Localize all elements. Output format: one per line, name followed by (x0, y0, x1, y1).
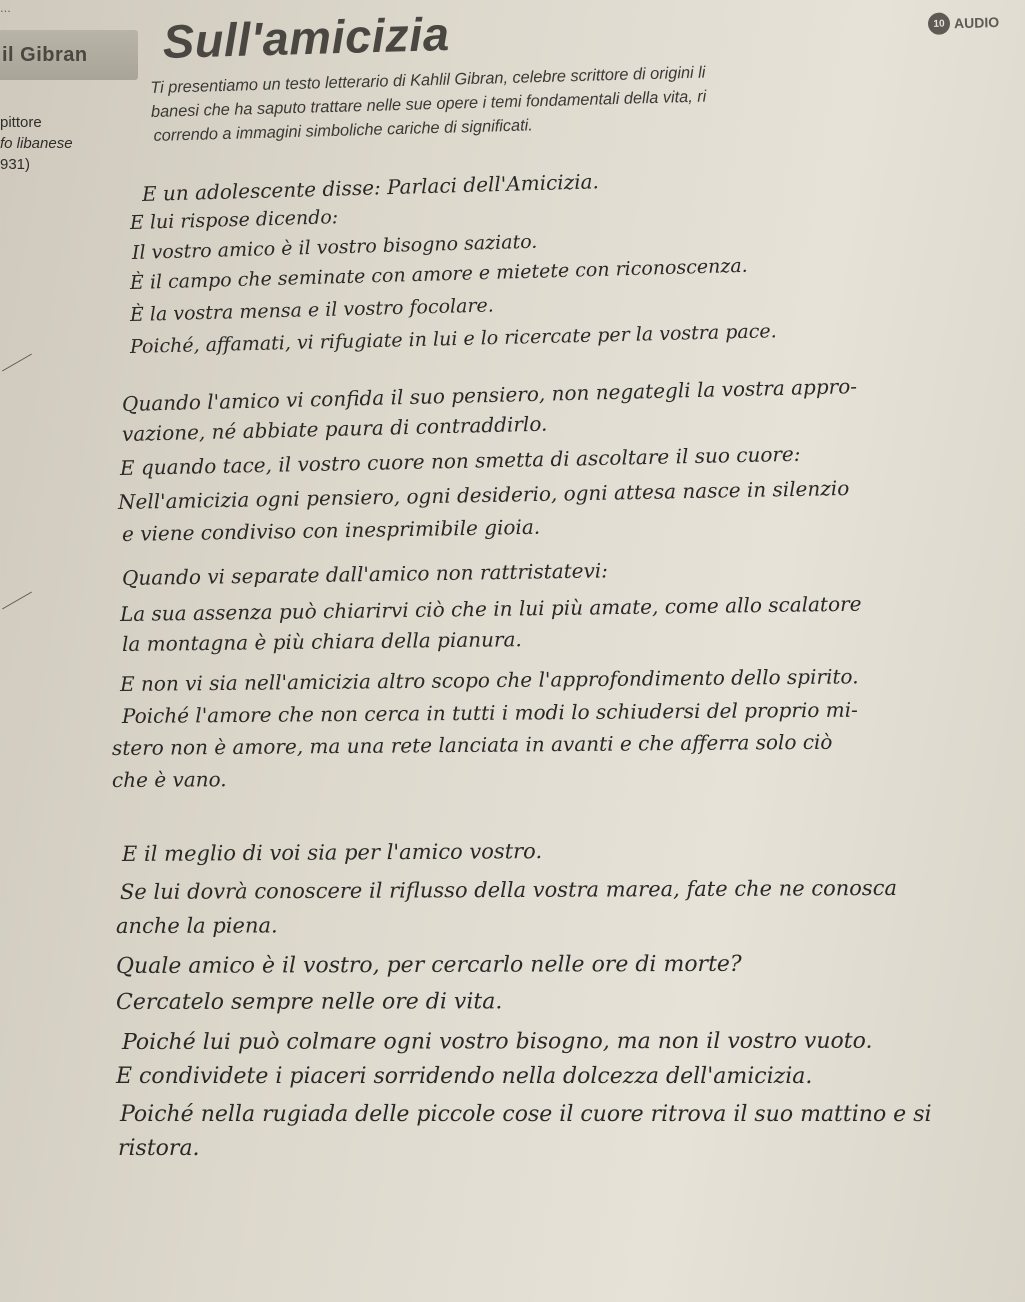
author-info-line: fo libanese (0, 135, 73, 152)
intro-paragraph (150, 51, 1025, 148)
poem-line: Quando vi separate dall'amico non rattristatevi: (121, 558, 609, 590)
poem-line: Quando l'amico vi confida il suo pensiero, non negategli la vostra appro- (121, 374, 858, 416)
poem-line: E lui rispose dicendo: (129, 206, 339, 234)
poem-line: Poiché nella rugiada delle piccole cose il cuore ritrova il suo mattino e si (120, 1102, 932, 1127)
poem-line: e viene condiviso con inesprimibile gioia. (121, 514, 541, 546)
poem-line: Poiché lui può colmare ogni vostro bisogno, ma non il vostro vuoto. (121, 1028, 873, 1055)
author-tab-label: il Gibran (2, 43, 88, 66)
poem-line: È il campo che seminate con amore e mietete con riconoscenza. (129, 254, 748, 294)
poem-line: anche la piena. (115, 913, 278, 938)
margin-mark (2, 354, 32, 372)
poem-line: E quando tace, il vostro cuore non smetta di ascoltare il suo cuore: (119, 441, 801, 480)
poem-line: E condividete i piaceri sorridendo nella dolcezza dell'amicizia. (116, 1064, 813, 1089)
author-info-line: pittore (0, 114, 42, 131)
poem-line: E non vi sia nell'amicizia altro scopo che l'approfondimento dello spirito. (119, 664, 859, 696)
audio-badge[interactable] (928, 11, 1000, 35)
page-title: Sull'amicizia (162, 6, 451, 68)
poem-line: Se lui dovrà conoscere il riflusso della vostra marea, fate che ne conosca (119, 875, 898, 904)
poem-line: Quale amico è il vostro, per cercarlo nelle ore di morte? (115, 951, 742, 979)
poem-line: ristora. (118, 1136, 200, 1161)
poem-line: La sua assenza può chiarirvi ciò che in lui più amate, come allo scalatore (119, 591, 862, 626)
intro-line: banesi che ha saputo trattare nelle sue opere i temi fondamentali della vita, ri (150, 87, 707, 121)
poem-line: E il meglio di voi sia per l'amico vostro. (121, 839, 543, 866)
poem-line: È la vostra mensa e il vostro focolare. (129, 294, 495, 326)
poem-line: Poiché l'amore che non cerca in tutti i modi lo schiudersi del proprio mi- (121, 697, 858, 728)
margin-mark (2, 592, 32, 610)
poem-line: Cercatelo sempre nelle ore di vita. (115, 989, 503, 1015)
poem-line: Poiché, affamati, vi rifugiate in lui e lo ricercate per la vostra pace. (129, 320, 777, 358)
poem-line: vazione, né abbiate paura di contraddirlo. (121, 411, 548, 446)
poem-line: stero non è amore, ma una rete lanciata in avanti e che afferra solo ciò (111, 729, 833, 760)
top-cut-text: ... (0, 0, 11, 15)
audio-icon: 10 (928, 12, 951, 35)
audio-label: AUDIO (953, 14, 1000, 32)
author-info-line: 931) (0, 156, 31, 173)
author-info (0, 112, 73, 175)
author-tab (0, 30, 138, 80)
poem-line: che è vano. (111, 767, 227, 792)
intro-line: correndo a immagini simboliche cariche di significati. (153, 116, 534, 145)
poem-line: la montagna è più chiara della pianura. (121, 627, 522, 656)
poem-line: Il vostro amico è il vostro bisogno saziato. (131, 230, 538, 264)
poem-line: Nell'amicizia ogni pensiero, ogni desiderio, ogni attesa nasce in silenzio (117, 475, 850, 514)
poem-line: E un adolescente disse: Parlaci dell'Amicizia. (141, 169, 600, 206)
intro-line: Ti presentiamo un testo letterario di Kahlil Gibran, celebre scrittore di origini li (150, 63, 706, 97)
